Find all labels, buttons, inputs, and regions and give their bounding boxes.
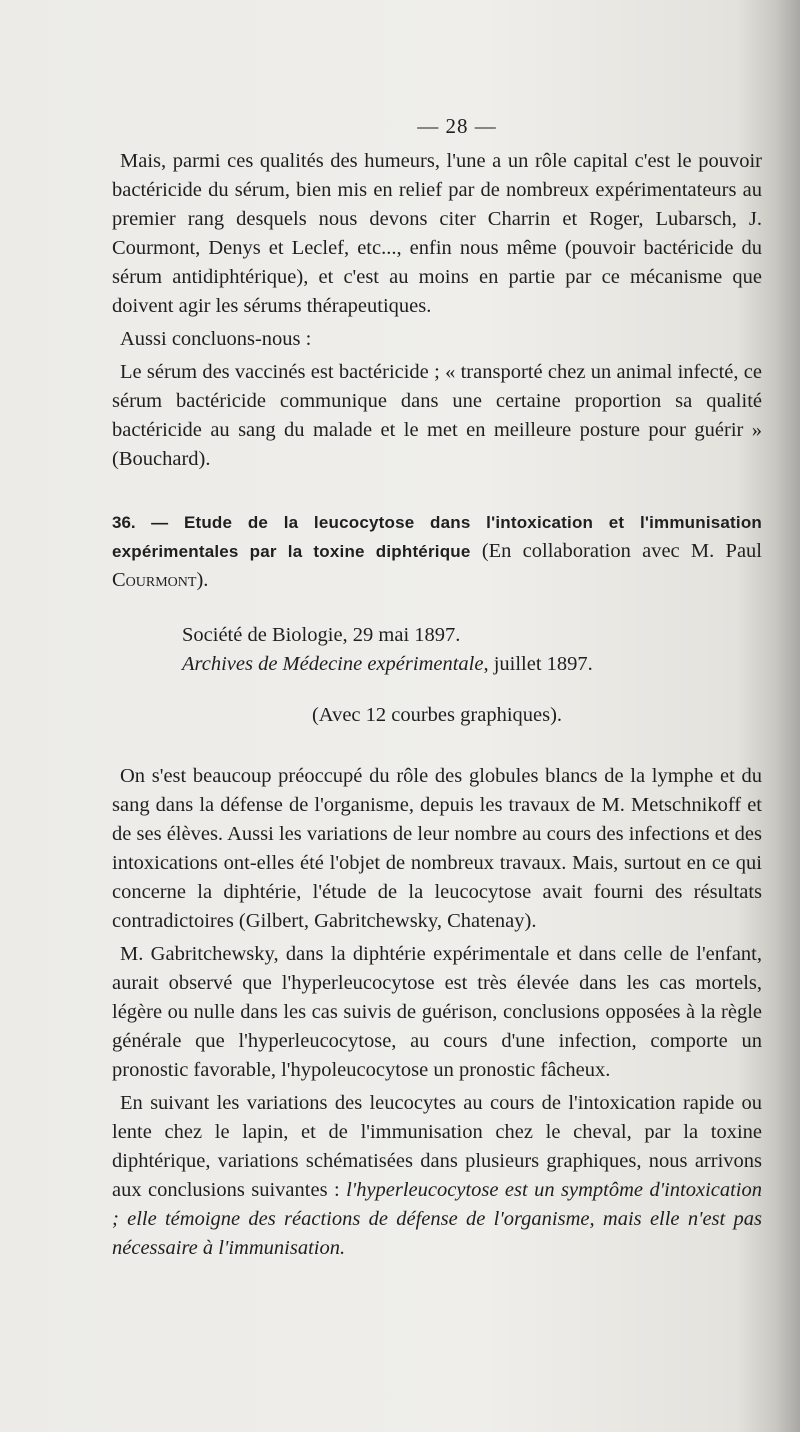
- entry-title: Etude de la leucocytose dans l'intoxication et l'immunisation expérimentales par la toxine diphtérique: [112, 513, 763, 561]
- entry-number: 36. —: [112, 513, 169, 532]
- paragraph-bactericidal-power: Mais, parmi ces qualités des humeurs, l'une a un rôle capital c'est le pouvoir bactéricide du sérum, bien mis en relief par de nombreux expérimentateurs au premier rang desquels nous devons citer Charrin et Roger, Lubarsch, J. Courmont, Denys et Leclef, etc..., enfin nous même (pouvoir bactéricide du sérum antidiphtérique), et c'est au moins en partie par ce mécanisme que doivent agir les sérums thérapeutiques.: [112, 150, 762, 317]
- bibliography-entry-36: [112, 508, 762, 595]
- collab-suffix: ).: [196, 569, 209, 591]
- entry-references: [182, 621, 762, 679]
- conclusions-text: En suivant les variations des leucocytes au cours de l'intoxication rapide ou lente chez le lapin, et de l'immunisation chez le cheval, par la toxine diphtérique, variations schématisées dans plusieurs graphiques, nous arrivons aux conclusions suivantes :: [112, 1092, 762, 1201]
- paragraph-conclusion-intro: Aussi concluons-nous :: [120, 328, 312, 350]
- reference-societe-biologie: Société de Biologie, 29 mai 1897.: [182, 624, 461, 646]
- paragraph-conclusions: [112, 1089, 762, 1263]
- reference-archives: [182, 650, 762, 679]
- page-content: [112, 112, 762, 1263]
- reference-archives-journal: Archives de Médecine expérimentale: [182, 653, 484, 675]
- paragraph-leucocytes-role: On s'est beaucoup préoccupé du rôle des globules blancs de la lymphe et du sang dans la défense de l'organisme, depuis les travaux de M. Metschnikoff et de ses élèves. Aussi les variations de leur nombre au cours des infections et des intoxications ont-elles été l'objet de nombreux travaux. Mais, surtout en ce qui concerne la diphtérie, l'étude de la leucocytose avait fourni des résultats contradictoires (Gilbert, Gabritchewsky, Chatenay).: [112, 765, 762, 932]
- paragraph-serum-quote: Le sérum des vaccinés est bactéricide ; « transporté chez un animal infecté, ce sérum bactéricide communique dans une certaine proportion sa qualité bactéricide au sang du malade et le met en meilleure posture pour guérir » (Bouchard).: [112, 361, 762, 470]
- graphs-note: (Avec 12 courbes graphiques).: [311, 704, 563, 726]
- collab-prefix: (En collaboration avec M. Paul: [481, 540, 763, 562]
- paragraph-gabritchewsky: M. Gabritchewsky, dans la diphtérie expérimentale et dans celle de l'enfant, aurait observé que l'hyperleucocytose est très élevée dans les cas mortels, légère ou nulle dans les cas suivis de guérison, conclusions opposées à la règle générale que l'hyperleucocytose, au cours d'une infection, comporte un pronostic favorable, l'hypoleucocytose un pronostic fâcheux.: [112, 943, 762, 1081]
- conclusions-italic: l'hyperleucocytose est un symptôme d'intoxication ; elle témoigne des réactions de défense de l'organisme, mais elle n'est pas nécessaire à l'immunisation.: [112, 1179, 763, 1259]
- collab-name: Courmont: [112, 569, 197, 591]
- reference-archives-date: , juillet 1897.: [483, 653, 593, 675]
- page-number: — 28 —: [417, 114, 497, 138]
